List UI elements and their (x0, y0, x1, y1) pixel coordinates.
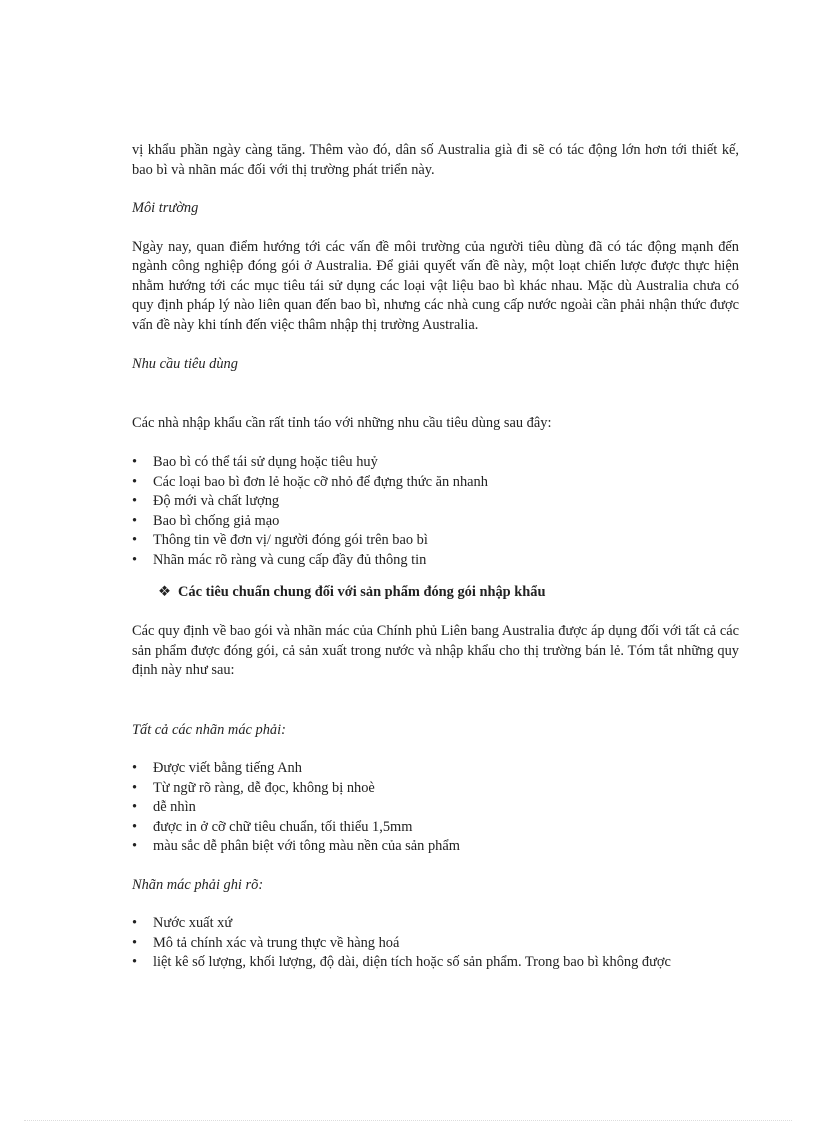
bullet-icon: • (132, 954, 138, 970)
list-item: • dễ nhìn (132, 798, 739, 818)
heading-ghi-ro: Nhãn mác phải ghi rõ: (132, 876, 264, 893)
bullet-icon: • (132, 779, 138, 796)
ghi-ro-list (132, 914, 739, 973)
list-item: • liệt kê số lượng, khối lượng, độ dài, diện tích hoặc số sản phẩm. Trong bao bì không được (132, 953, 739, 973)
list-item: • Bao bì chống giả mạo (132, 512, 739, 532)
bullet-icon: • (132, 532, 138, 548)
nhan-mac-list (132, 759, 739, 857)
list-item: • được in ở cỡ chữ tiêu chuẩn, tối thiểu 1,5mm (132, 818, 739, 838)
diamond-bullet-icon: ❖ (158, 584, 171, 600)
list-item: • Bao bì có thể tái sử dụng hoặc tiêu huỷ (132, 453, 739, 473)
list-item: • Nhãn mác rõ ràng và cung cấp đầy đủ thông tin (132, 551, 739, 571)
moi-truong-paragraph: Ngày nay, quan điểm hướng tới các vấn đề môi trường của người tiêu dùng đã có tác động mạnh đến ngành công nghiệp đóng gói ở Australia. Để giải quyết vấn đề này, một loạt chiến lược được thực hiện nhằm hướng tới các mục tiêu tái sử dụng các loại vật liệu bao bì khác nhau. Mặc dù Australia chưa có quy định pháp lý nào liên quan đến bao bì, nhưng các nhà cung cấp nước ngoài cần phải nhận thức được vấn đề này khi tính đến việc thâm nhập thị trường Australia. (132, 238, 739, 333)
bullet-icon: • (132, 454, 138, 470)
section-title (132, 582, 739, 602)
list-item: • Thông tin về đơn vị/ người đóng gói trên bao bì (132, 531, 739, 551)
list-item: • Độ mới và chất lượng (132, 492, 739, 512)
bullet-icon: • (132, 934, 138, 951)
list-item: • Mô tả chính xác và trung thực về hàng hoá (132, 934, 739, 954)
nhu-cau-paragraph: Các nhà nhập khẩu cần rất tỉnh táo với những nhu cầu tiêu dùng sau đây: (132, 414, 552, 431)
nhu-cau-list (132, 453, 739, 570)
document-page (132, 141, 739, 973)
section-title-text: Các tiêu chuẩn chung đối với sản phẩm đóng gói nhập khẩu (178, 584, 546, 600)
heading-nhan-mac: Tất cả các nhãn mác phải: (132, 721, 286, 738)
bullet-icon: • (132, 473, 138, 490)
bullet-icon: • (132, 915, 138, 931)
heading-moi-truong: Môi trường (132, 200, 199, 216)
page-bottom-divider (24, 1120, 792, 1121)
list-item: • Từ ngữ rõ ràng, dễ đọc, không bị nhoè (132, 779, 739, 799)
list-item: • Nước xuất xứ (132, 914, 739, 934)
bullet-icon: • (132, 799, 138, 815)
bullet-icon: • (132, 760, 138, 776)
list-item: • màu sắc dễ phân biệt với tông màu nền của sản phẩm (132, 837, 739, 857)
quy-dinh-paragraph: Các quy định về bao gói và nhãn mác của Chính phủ Liên bang Australia được áp dụng đối với tất cả các sản phẩm được đóng gói, cả sản xuất trong nước và nhập khẩu cho thị trường bán lẻ. Tóm tắt những quy định này như sau: (132, 623, 739, 678)
intro-paragraph: vị khẩu phần ngày càng tăng. Thêm vào đó, dân số Australia già đi sẽ có tác động lớn hơn tới thiết kế, bao bì và nhãn mác đối với thị trường phát triển này. (132, 142, 739, 178)
bullet-icon: • (132, 512, 138, 529)
bullet-icon: • (132, 838, 138, 854)
list-item: • Các loại bao bì đơn lẻ hoặc cỡ nhỏ để đựng thức ăn nhanh (132, 473, 739, 493)
heading-nhu-cau: Nhu cầu tiêu dùng (132, 356, 238, 372)
bullet-icon: • (132, 493, 138, 509)
bullet-icon: • (132, 818, 138, 835)
list-item: • Được viết bằng tiếng Anh (132, 759, 739, 779)
bullet-icon: • (132, 551, 138, 568)
